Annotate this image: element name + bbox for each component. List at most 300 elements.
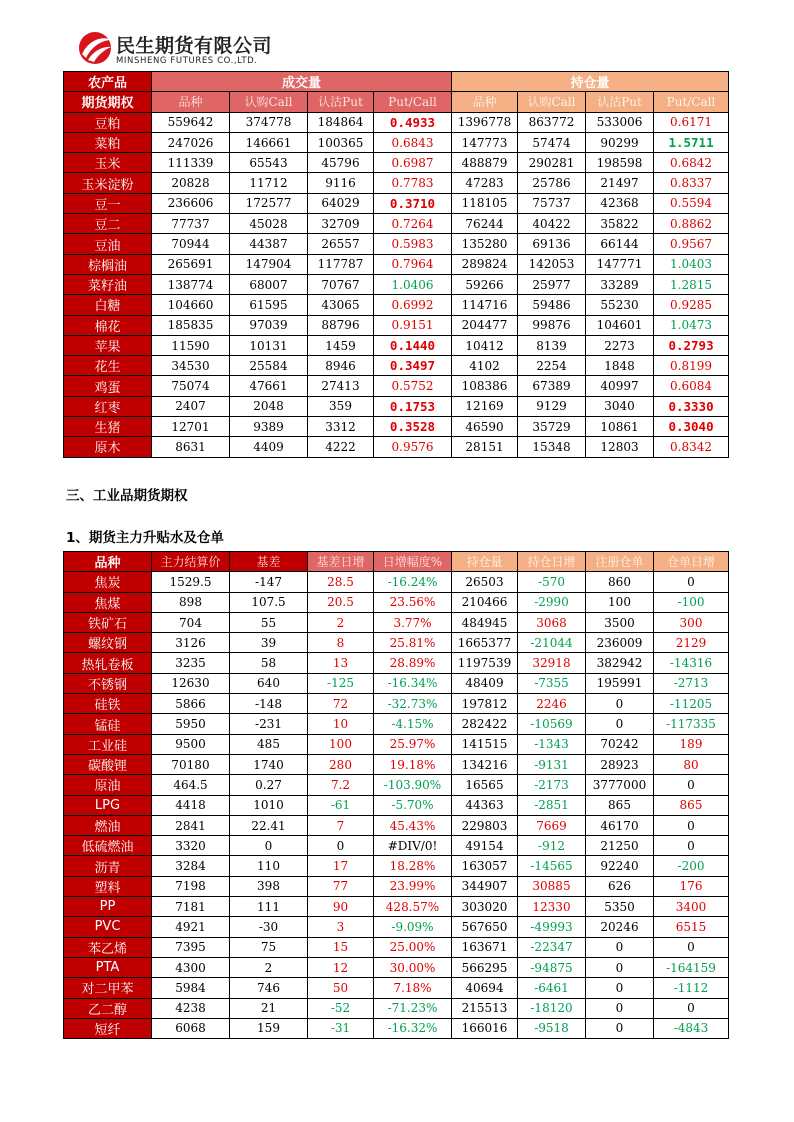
daily-change-percent: 30.00% (374, 957, 452, 977)
commodity-name: 原油 (64, 775, 152, 795)
volume-put: 100365 (308, 132, 374, 152)
open-interest-put-call-ratio: 0.6084 (654, 376, 729, 396)
basis-daily-change: 10 (308, 714, 374, 734)
open-interest-call: 25977 (518, 274, 586, 294)
main-settlement-price: 464.5 (152, 775, 230, 795)
basis-daily-change: 17 (308, 856, 374, 876)
open-interest-put: 2273 (586, 335, 654, 355)
volume-put-call-ratio: 0.3497 (374, 356, 452, 376)
column-header: 仓单日增 (654, 552, 729, 572)
basis: 2 (230, 957, 308, 977)
registered-warrants: 92240 (586, 856, 654, 876)
open-interest-put: 10861 (586, 417, 654, 437)
basis: 0.27 (230, 775, 308, 795)
column-header: 基差日增 (308, 552, 374, 572)
volume-call: 65543 (230, 153, 308, 173)
table-row (64, 714, 729, 734)
open-interest-put-call-ratio: 0.2793 (654, 335, 729, 355)
daily-change-percent: -16.32% (374, 1018, 452, 1038)
volume-put: 64029 (308, 193, 374, 213)
open-interest-total: 76244 (452, 214, 518, 234)
open-interest-put-call-ratio: 0.3040 (654, 417, 729, 437)
table-row (64, 214, 729, 234)
main-settlement-price: 7395 (152, 937, 230, 957)
volume-total: 559642 (152, 112, 230, 132)
commodity-name: 塑料 (64, 876, 152, 896)
column-header: 认沽Put (586, 92, 654, 112)
commodity-name: 热轧卷板 (64, 653, 152, 673)
commodity-name: 原木 (64, 437, 152, 457)
open-interest-put: 1848 (586, 356, 654, 376)
open-interest: 303020 (452, 897, 518, 917)
warrants-daily-change: 300 (654, 612, 729, 632)
open-interest-total: 118105 (452, 193, 518, 213)
column-header: 品种 (152, 92, 230, 112)
volume-call: 11712 (230, 173, 308, 193)
volume-total: 75074 (152, 376, 230, 396)
open-interest-call: 2254 (518, 356, 586, 376)
open-interest-daily-change: 7669 (518, 815, 586, 835)
open-interest-group-header: 持仓量 (452, 72, 729, 92)
open-interest-total: 114716 (452, 295, 518, 315)
volume-total: 2407 (152, 396, 230, 416)
table-row (64, 417, 729, 437)
open-interest-daily-change: -9131 (518, 754, 586, 774)
main-settlement-price: 3320 (152, 836, 230, 856)
commodity-name: 焦煤 (64, 592, 152, 612)
open-interest: 215513 (452, 998, 518, 1018)
commodity-name: 豆一 (64, 193, 152, 213)
volume-call: 2048 (230, 396, 308, 416)
table-row (64, 917, 729, 937)
open-interest: 49154 (452, 836, 518, 856)
basis-daily-change: 15 (308, 937, 374, 957)
minsheng-swoosh-logo-icon (78, 28, 114, 68)
volume-total: 20828 (152, 173, 230, 193)
daily-change-percent: 25.81% (374, 633, 452, 653)
table-row (64, 836, 729, 856)
open-interest-daily-change: 12330 (518, 897, 586, 917)
registered-warrants: 100 (586, 592, 654, 612)
open-interest-put-call-ratio: 0.6171 (654, 112, 729, 132)
basis-daily-change: 20.5 (308, 592, 374, 612)
warrants-daily-change: -100 (654, 592, 729, 612)
open-interest: 210466 (452, 592, 518, 612)
table-row (64, 998, 729, 1018)
commodity-name: PTA (64, 957, 152, 977)
open-interest-daily-change: -10569 (518, 714, 586, 734)
basis: 640 (230, 673, 308, 693)
basis-daily-change: 0 (308, 836, 374, 856)
registered-warrants: 0 (586, 694, 654, 714)
open-interest-total: 147773 (452, 132, 518, 152)
warrants-daily-change: -14316 (654, 653, 729, 673)
main-settlement-price: 2841 (152, 815, 230, 835)
table-row (64, 254, 729, 274)
volume-put-call-ratio: 0.1753 (374, 396, 452, 416)
table-row (64, 775, 729, 795)
open-interest-call: 75737 (518, 193, 586, 213)
column-header: 持仓量 (452, 552, 518, 572)
open-interest-call: 15348 (518, 437, 586, 457)
main-settlement-price: 704 (152, 612, 230, 632)
section-3-1-title: 1、期货主力升贴水及仓单 (66, 530, 224, 546)
open-interest: 484945 (452, 612, 518, 632)
volume-put: 43065 (308, 295, 374, 315)
column-header: 基差 (230, 552, 308, 572)
warrants-daily-change: -11205 (654, 694, 729, 714)
open-interest-put-call-ratio: 1.2815 (654, 274, 729, 294)
commodity-name: 豆二 (64, 214, 152, 234)
daily-change-percent: -103.90% (374, 775, 452, 795)
table-row (64, 856, 729, 876)
table-row (64, 234, 729, 254)
basis-daily-change: 13 (308, 653, 374, 673)
open-interest-put-call-ratio: 1.0473 (654, 315, 729, 335)
open-interest-daily-change: -6461 (518, 978, 586, 998)
table-row (64, 897, 729, 917)
volume-put-call-ratio: 0.6992 (374, 295, 452, 315)
open-interest-put-call-ratio: 0.5594 (654, 193, 729, 213)
column-header: 认购Call (230, 92, 308, 112)
registered-warrants: 382942 (586, 653, 654, 673)
basis: 485 (230, 734, 308, 754)
volume-put: 88796 (308, 315, 374, 335)
warrants-daily-change: 2129 (654, 633, 729, 653)
open-interest-daily-change: -14565 (518, 856, 586, 876)
volume-put-call-ratio: 0.7264 (374, 214, 452, 234)
registered-warrants: 3777000 (586, 775, 654, 795)
registered-warrants: 0 (586, 937, 654, 957)
commodity-name: 低硫燃油 (64, 836, 152, 856)
registered-warrants: 5350 (586, 897, 654, 917)
volume-total: 111339 (152, 153, 230, 173)
table-row (64, 335, 729, 355)
basis: -231 (230, 714, 308, 734)
open-interest-daily-change: -570 (518, 572, 586, 592)
open-interest-put-call-ratio: 0.9285 (654, 295, 729, 315)
warrants-daily-change: 0 (654, 998, 729, 1018)
open-interest-put: 35822 (586, 214, 654, 234)
commodity-name: PVC (64, 917, 152, 937)
open-interest-daily-change: -2851 (518, 795, 586, 815)
main-settlement-price: 3284 (152, 856, 230, 876)
basis: 1740 (230, 754, 308, 774)
warrants-daily-change: 0 (654, 937, 729, 957)
volume-call: 10131 (230, 335, 308, 355)
volume-put-call-ratio: 0.3710 (374, 193, 452, 213)
open-interest-call: 290281 (518, 153, 586, 173)
daily-change-percent: -32.73% (374, 694, 452, 714)
main-settlement-price: 12630 (152, 673, 230, 693)
volume-put: 8946 (308, 356, 374, 376)
daily-change-percent: -71.23% (374, 998, 452, 1018)
industrial-futures-table (63, 551, 729, 1039)
column-header: 主力结算价 (152, 552, 230, 572)
warrants-daily-change: 6515 (654, 917, 729, 937)
open-interest-put: 66144 (586, 234, 654, 254)
daily-change-percent: 428.57% (374, 897, 452, 917)
commodity-name: 豆油 (64, 234, 152, 254)
commodity-name: PP (64, 897, 152, 917)
open-interest: 40694 (452, 978, 518, 998)
table-row (64, 315, 729, 335)
open-interest: 229803 (452, 815, 518, 835)
commodity-name: 锰硅 (64, 714, 152, 734)
main-settlement-price: 3126 (152, 633, 230, 653)
warrants-daily-change: 3400 (654, 897, 729, 917)
volume-put: 3312 (308, 417, 374, 437)
open-interest: 197812 (452, 694, 518, 714)
open-interest: 1197539 (452, 653, 518, 673)
open-interest-daily-change: 32918 (518, 653, 586, 673)
volume-put: 184864 (308, 112, 374, 132)
warrants-daily-change: -164159 (654, 957, 729, 977)
basis: -30 (230, 917, 308, 937)
volume-call: 68007 (230, 274, 308, 294)
open-interest-put: 42368 (586, 193, 654, 213)
open-interest-total: 10412 (452, 335, 518, 355)
commodity-name: 菜籽油 (64, 274, 152, 294)
volume-call: 374778 (230, 112, 308, 132)
open-interest-call: 99876 (518, 315, 586, 335)
open-interest-call: 8139 (518, 335, 586, 355)
table-row (64, 795, 729, 815)
volume-total: 77737 (152, 214, 230, 234)
open-interest-put-call-ratio: 0.6842 (654, 153, 729, 173)
volume-call: 44387 (230, 234, 308, 254)
commodity-name: 玉米 (64, 153, 152, 173)
open-interest-put: 21497 (586, 173, 654, 193)
open-interest-total: 47283 (452, 173, 518, 193)
basis: 58 (230, 653, 308, 673)
open-interest-put-call-ratio: 0.8342 (654, 437, 729, 457)
commodity-name: 花生 (64, 356, 152, 376)
daily-change-percent: 25.97% (374, 734, 452, 754)
open-interest-call: 57474 (518, 132, 586, 152)
commodity-name: 苹果 (64, 335, 152, 355)
commodity-name: 棕榈油 (64, 254, 152, 274)
daily-change-percent: 25.00% (374, 937, 452, 957)
registered-warrants: 0 (586, 978, 654, 998)
main-settlement-price: 5984 (152, 978, 230, 998)
table-row (64, 396, 729, 416)
open-interest-daily-change: -22347 (518, 937, 586, 957)
main-settlement-price: 1529.5 (152, 572, 230, 592)
table-row (64, 876, 729, 896)
open-interest: 163057 (452, 856, 518, 876)
open-interest: 282422 (452, 714, 518, 734)
volume-total: 138774 (152, 274, 230, 294)
registered-warrants: 70242 (586, 734, 654, 754)
table-row (64, 295, 729, 315)
open-interest-call: 67389 (518, 376, 586, 396)
basis-daily-change: 3 (308, 917, 374, 937)
basis: 398 (230, 876, 308, 896)
volume-put: 1459 (308, 335, 374, 355)
registered-warrants: 0 (586, 998, 654, 1018)
warrants-daily-change: -2713 (654, 673, 729, 693)
warrants-daily-change: -1112 (654, 978, 729, 998)
volume-put: 9116 (308, 173, 374, 193)
open-interest-put: 198598 (586, 153, 654, 173)
volume-call: 147904 (230, 254, 308, 274)
corner-header-line2: 期货期权 (64, 92, 152, 112)
open-interest-total: 204477 (452, 315, 518, 335)
volume-put-call-ratio: 0.1440 (374, 335, 452, 355)
commodity-name: 鸡蛋 (64, 376, 152, 396)
basis: 75 (230, 937, 308, 957)
commodity-name: 菜粕 (64, 132, 152, 152)
open-interest-put-call-ratio: 0.8199 (654, 356, 729, 376)
table-row (64, 112, 729, 132)
basis-daily-change: 2 (308, 612, 374, 632)
basis: 110 (230, 856, 308, 876)
volume-total: 8631 (152, 437, 230, 457)
daily-change-percent: 7.18% (374, 978, 452, 998)
basis: -148 (230, 694, 308, 714)
registered-warrants: 195991 (586, 673, 654, 693)
table-row (64, 132, 729, 152)
open-interest-put-call-ratio: 0.9567 (654, 234, 729, 254)
commodity-name: 工业硅 (64, 734, 152, 754)
open-interest-total: 108386 (452, 376, 518, 396)
volume-call: 97039 (230, 315, 308, 335)
basis-daily-change: -61 (308, 795, 374, 815)
basis: 107.5 (230, 592, 308, 612)
commodity-name: 玉米淀粉 (64, 173, 152, 193)
open-interest-daily-change: 30885 (518, 876, 586, 896)
volume-put: 359 (308, 396, 374, 416)
commodity-name: 生猪 (64, 417, 152, 437)
main-settlement-price: 9500 (152, 734, 230, 754)
open-interest-total: 135280 (452, 234, 518, 254)
volume-put-call-ratio: 0.4933 (374, 112, 452, 132)
registered-warrants: 236009 (586, 633, 654, 653)
warrants-daily-change: 865 (654, 795, 729, 815)
open-interest-daily-change: 3068 (518, 612, 586, 632)
commodity-name: 红枣 (64, 396, 152, 416)
table-row (64, 957, 729, 977)
open-interest-put: 33289 (586, 274, 654, 294)
open-interest: 16565 (452, 775, 518, 795)
open-interest-total: 4102 (452, 356, 518, 376)
open-interest: 163671 (452, 937, 518, 957)
main-settlement-price: 4300 (152, 957, 230, 977)
open-interest-total: 1396778 (452, 112, 518, 132)
basis-daily-change: 12 (308, 957, 374, 977)
basis-daily-change: 7.2 (308, 775, 374, 795)
main-settlement-price: 7198 (152, 876, 230, 896)
commodity-name: LPG (64, 795, 152, 815)
open-interest-put: 55230 (586, 295, 654, 315)
basis: 21 (230, 998, 308, 1018)
volume-put: 4222 (308, 437, 374, 457)
open-interest: 567650 (452, 917, 518, 937)
open-interest-put-call-ratio: 0.8337 (654, 173, 729, 193)
main-settlement-price: 5866 (152, 694, 230, 714)
table-row (64, 694, 729, 714)
volume-put-call-ratio: 0.5752 (374, 376, 452, 396)
volume-put: 27413 (308, 376, 374, 396)
main-settlement-price: 7181 (152, 897, 230, 917)
commodity-name: 螺纹钢 (64, 633, 152, 653)
company-logo (78, 26, 308, 72)
column-header: 认购Call (518, 92, 586, 112)
volume-call: 172577 (230, 193, 308, 213)
open-interest-daily-change: -2990 (518, 592, 586, 612)
table-row (64, 815, 729, 835)
column-header: Put/Call (374, 92, 452, 112)
open-interest-put: 12803 (586, 437, 654, 457)
commodity-name: 豆粕 (64, 112, 152, 132)
table-row (64, 274, 729, 294)
volume-total: 34530 (152, 356, 230, 376)
open-interest-put-call-ratio: 0.3330 (654, 396, 729, 416)
commodity-name: 碳酸锂 (64, 754, 152, 774)
open-interest: 44363 (452, 795, 518, 815)
open-interest-daily-change: -1343 (518, 734, 586, 754)
volume-call: 47661 (230, 376, 308, 396)
daily-change-percent: 23.99% (374, 876, 452, 896)
basis-daily-change: -125 (308, 673, 374, 693)
table-row (64, 653, 729, 673)
basis: 0 (230, 836, 308, 856)
open-interest-call: 69136 (518, 234, 586, 254)
open-interest-put-call-ratio: 0.8862 (654, 214, 729, 234)
daily-change-percent: -16.24% (374, 572, 452, 592)
basis: 746 (230, 978, 308, 998)
volume-total: 185835 (152, 315, 230, 335)
basis: 1010 (230, 795, 308, 815)
warrants-daily-change: 0 (654, 572, 729, 592)
registered-warrants: 0 (586, 714, 654, 734)
basis-daily-change: 90 (308, 897, 374, 917)
daily-change-percent: 3.77% (374, 612, 452, 632)
open-interest-total: 59266 (452, 274, 518, 294)
volume-put: 32709 (308, 214, 374, 234)
volume-total: 70944 (152, 234, 230, 254)
logo-chinese-name: 民生期货有限公司 (116, 35, 273, 57)
open-interest-daily-change: -7355 (518, 673, 586, 693)
table-row (64, 937, 729, 957)
volume-group-header: 成交量 (152, 72, 452, 92)
commodity-name: 乙二醇 (64, 998, 152, 1018)
table-row (64, 673, 729, 693)
registered-warrants: 21250 (586, 836, 654, 856)
table-row (64, 978, 729, 998)
daily-change-percent: 19.18% (374, 754, 452, 774)
main-settlement-price: 5950 (152, 714, 230, 734)
section-3-title: 三、工业品期货期权 (66, 488, 188, 504)
column-header: 品种 (64, 552, 152, 572)
column-header: 日增幅度% (374, 552, 452, 572)
table-row (64, 173, 729, 193)
open-interest-total: 12169 (452, 396, 518, 416)
commodity-name: 铁矿石 (64, 612, 152, 632)
volume-put-call-ratio: 0.3528 (374, 417, 452, 437)
open-interest-call: 25786 (518, 173, 586, 193)
commodity-name: 燃油 (64, 815, 152, 835)
volume-call: 61595 (230, 295, 308, 315)
table-row (64, 754, 729, 774)
open-interest: 1665377 (452, 633, 518, 653)
warrants-daily-change: -200 (654, 856, 729, 876)
warrants-daily-change: 0 (654, 836, 729, 856)
basis: -147 (230, 572, 308, 592)
basis-daily-change: 8 (308, 633, 374, 653)
open-interest-put-call-ratio: 1.0403 (654, 254, 729, 274)
